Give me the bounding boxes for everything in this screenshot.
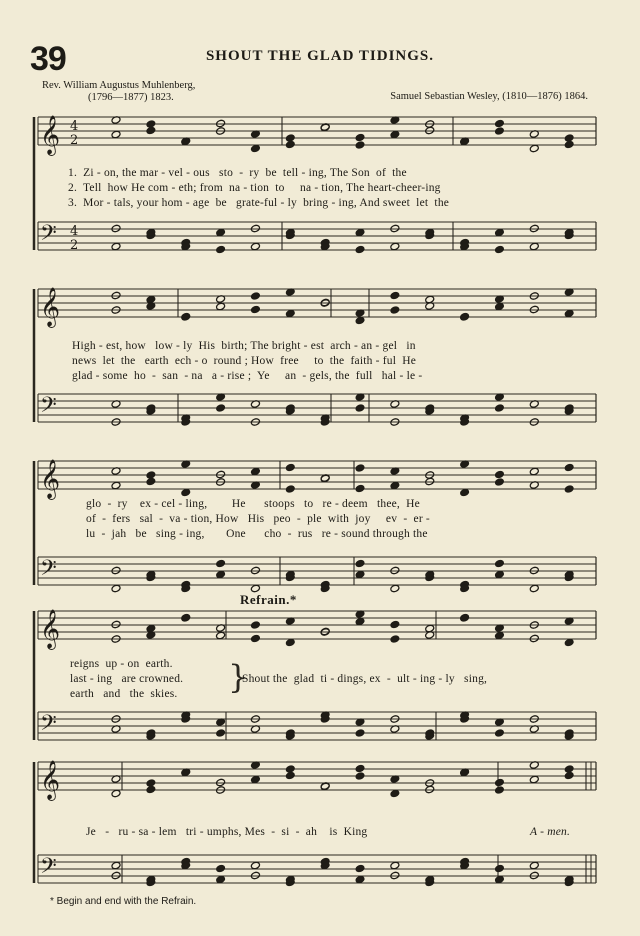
- note-head: [111, 566, 121, 575]
- note-head: [355, 484, 365, 493]
- note-head: [494, 245, 504, 254]
- note-head: [111, 291, 121, 300]
- note-head: [111, 130, 121, 139]
- note-head: [355, 617, 365, 626]
- note-head: [355, 133, 365, 142]
- treble-clef: 𝄞: [40, 287, 61, 327]
- note-head: [250, 566, 260, 575]
- note-head: [146, 779, 156, 788]
- note-head: [390, 635, 400, 644]
- note-head: [355, 764, 365, 773]
- note-head: [529, 467, 539, 476]
- note-head: [320, 123, 330, 132]
- note-head: [111, 871, 121, 880]
- note-head: [355, 729, 365, 738]
- note-head: [285, 638, 295, 647]
- note-head: [529, 305, 539, 314]
- note-head: [181, 768, 191, 777]
- note-head: [529, 871, 539, 880]
- note-head: [390, 291, 400, 300]
- treble-clef: 𝄞: [40, 760, 61, 800]
- note-head: [216, 245, 226, 254]
- note-head: [285, 485, 295, 494]
- note-head: [181, 614, 191, 623]
- lyric-system3-verse2: of - fers sal - va - tion, How His peo - ple with joy ev - er -: [86, 513, 430, 525]
- note-head: [285, 134, 295, 143]
- note-head: [216, 864, 226, 873]
- note-head: [564, 309, 574, 318]
- note-head: [390, 861, 400, 870]
- time-signature-top: 4: [70, 224, 79, 239]
- note-head: [111, 620, 121, 629]
- note-head: [216, 470, 226, 479]
- note-head: [216, 778, 226, 787]
- note-head: [355, 864, 365, 873]
- note-head: [529, 634, 539, 643]
- note-head: [460, 137, 470, 146]
- note-head: [529, 242, 539, 251]
- note-head: [425, 295, 435, 304]
- note-head: [216, 570, 226, 579]
- note-head: [216, 228, 226, 237]
- note-head: [529, 144, 539, 153]
- treble-clef: 𝄞: [40, 609, 61, 649]
- lyric-system5: Je - ru - sa - lem tri - umphs, Mes - si - ah is King: [86, 826, 368, 838]
- note-head: [111, 789, 121, 798]
- note-head: [390, 871, 400, 880]
- note-head: [494, 559, 504, 568]
- note-head: [146, 120, 156, 129]
- lyric-refrain-line: Shout the glad ti - dings, ex - ult - ing - ly sing,: [242, 673, 488, 685]
- note-head: [355, 141, 365, 150]
- note-head: [250, 467, 260, 476]
- note-head: [494, 875, 504, 884]
- note-head: [355, 464, 365, 473]
- lyric-system3-verse3: lu - jah be sing - ing, One cho - rus re - sound through the: [86, 528, 428, 540]
- note-head: [564, 463, 574, 472]
- note-head: [216, 302, 226, 311]
- lyric-system2-verse2: news let the earth ech - o round ; How free to the faith - ful He: [72, 355, 417, 367]
- note-head: [564, 638, 574, 647]
- note-head: [250, 634, 260, 643]
- note-head: [355, 245, 365, 254]
- lyric-system1-verse2: 2. Tell how He com - eth; from na - tion to na - tion, The heart-cheer-ing: [68, 182, 441, 194]
- note-head: [390, 224, 400, 233]
- note-head: [285, 463, 295, 472]
- note-head: [390, 789, 400, 798]
- note-head: [111, 481, 121, 490]
- note-head: [390, 306, 400, 315]
- note-head: [285, 765, 295, 774]
- note-head: [494, 119, 504, 128]
- lyric-system4-verse2: last - ing are crowned.: [70, 673, 184, 685]
- note-head: [460, 768, 470, 777]
- note-head: [460, 488, 470, 497]
- note-head: [216, 631, 226, 640]
- treble-clef: 𝄞: [40, 459, 61, 499]
- note-head: [320, 474, 330, 483]
- lyric-system4-verse3: earth and the skies.: [70, 688, 178, 700]
- note-head: [390, 620, 400, 629]
- note-head: [216, 404, 226, 413]
- note-head: [460, 313, 470, 322]
- note-head: [390, 130, 400, 139]
- note-head: [494, 570, 504, 579]
- note-head: [355, 316, 365, 325]
- note-head: [111, 242, 121, 251]
- hymn-number: 39: [30, 40, 66, 78]
- note-head: [494, 778, 504, 787]
- note-head: [390, 584, 400, 593]
- note-head: [355, 404, 365, 413]
- note-head: [494, 127, 504, 136]
- note-head: [250, 242, 260, 251]
- note-head: [111, 861, 121, 870]
- lyric-system1-verse3: 3. Mor - tals, your hom - age be grate-ful - ly bring - ing, And sweet let the: [68, 197, 450, 209]
- time-signature-bottom: 2: [70, 133, 79, 148]
- note-head: [425, 624, 435, 633]
- note-head: [564, 485, 574, 494]
- note-head: [146, 295, 156, 304]
- note-head: [494, 404, 504, 413]
- note-head: [355, 772, 365, 781]
- note-head: [181, 313, 191, 322]
- note-head: [285, 309, 295, 318]
- note-head: [250, 305, 260, 314]
- hymn-title: SHOUT THE GLAD TIDINGS.: [205, 48, 435, 64]
- note-head: [250, 871, 260, 880]
- note-head: [250, 621, 260, 630]
- note-head: [250, 775, 260, 784]
- note-head: [494, 864, 504, 873]
- note-head: [529, 224, 539, 233]
- note-head: [250, 224, 260, 233]
- note-head: [355, 570, 365, 579]
- note-head: [111, 224, 121, 233]
- note-head: [460, 614, 470, 623]
- lyric-amen: A - men.: [530, 826, 571, 838]
- note-head: [564, 765, 574, 774]
- lyric-system4-verse1: reigns up - on earth.: [70, 658, 173, 670]
- note-head: [216, 875, 226, 884]
- note-head: [320, 782, 330, 791]
- note-head: [250, 861, 260, 870]
- note-head: [355, 228, 365, 237]
- note-head: [355, 875, 365, 884]
- note-head: [181, 137, 191, 146]
- author-dates: (1796—1877) 1823.: [88, 92, 174, 103]
- bass-clef: 𝄢: [40, 556, 57, 586]
- verse-brace: }: [228, 658, 249, 696]
- note-head: [390, 566, 400, 575]
- note-head: [529, 584, 539, 593]
- lyric-system2-verse1: High - est, how low - ly His birth; The bright - est arch - an - gel in: [72, 340, 416, 352]
- footnote: * Begin and end with the Refrain.: [50, 896, 197, 907]
- treble-clef: 𝄞: [40, 115, 61, 155]
- note-head: [216, 729, 226, 738]
- note-head: [216, 119, 226, 128]
- note-head: [390, 481, 400, 490]
- note-head: [529, 566, 539, 575]
- note-head: [494, 786, 504, 795]
- note-head: [494, 302, 504, 311]
- bass-clef: 𝄢: [40, 854, 57, 884]
- note-head: [529, 861, 539, 870]
- note-head: [529, 775, 539, 784]
- lyric-system2-verse3: glad - some ho - san - na a - rise ; Ye an - gels, the full hal - le -: [72, 370, 423, 382]
- lyric-system1-verse1: 1. Zi - on, the mar - vel - ous sto - ry be tell - ing, The Son of the: [68, 167, 407, 179]
- note-head: [250, 144, 260, 153]
- note-head: [111, 584, 121, 593]
- note-head: [494, 478, 504, 487]
- bass-clef: 𝄢: [40, 221, 57, 251]
- note-head: [494, 631, 504, 640]
- note-head: [355, 559, 365, 568]
- note-head: [390, 242, 400, 251]
- time-signature-top: 4: [70, 119, 79, 134]
- note-head: [250, 292, 260, 301]
- bass-clef: 𝄢: [40, 711, 57, 741]
- note-head: [146, 624, 156, 633]
- note-head: [494, 729, 504, 738]
- note-head: [146, 471, 156, 480]
- refrain-label: Refrain.*: [240, 592, 297, 607]
- note-head: [494, 228, 504, 237]
- note-head: [494, 470, 504, 479]
- time-signature-bottom: 2: [70, 238, 79, 253]
- note-head: [181, 488, 191, 497]
- composer-credit: Samuel Sebastian Wesley, (1810—1876) 1864.: [390, 91, 588, 102]
- author-name: Rev. William Augustus Muhlenberg,: [42, 80, 196, 91]
- note-head: [216, 559, 226, 568]
- bass-clef: 𝄢: [40, 393, 57, 423]
- note-head: [564, 134, 574, 143]
- lyric-system3-verse1: glo - ry ex - cel - ling, He stoops to re - deem thee, He: [86, 498, 420, 510]
